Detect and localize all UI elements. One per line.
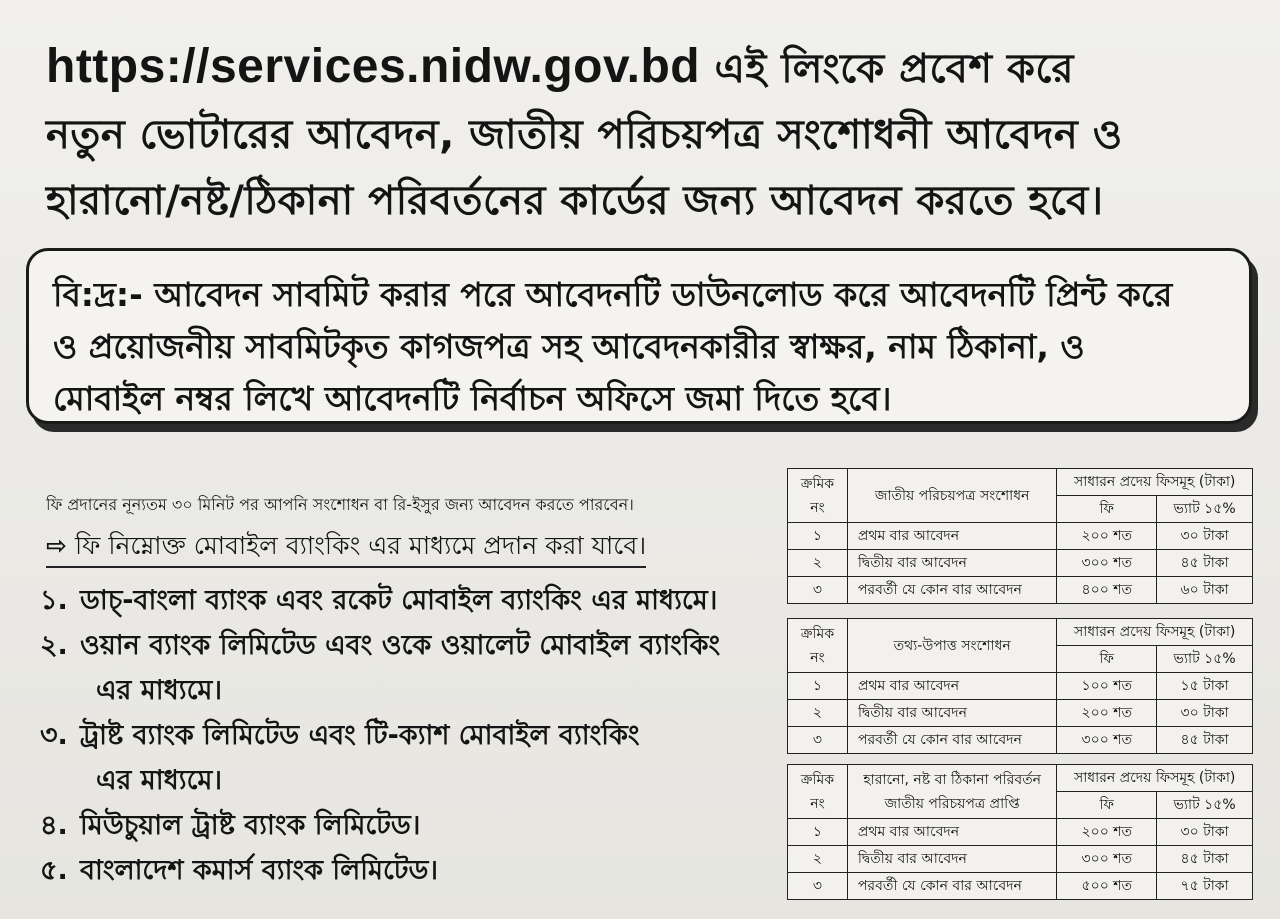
bank-item-number: ১. <box>40 585 68 616</box>
description-cell: পরবর্তী যে কোন বার আবেদন <box>847 727 1056 754</box>
serial-cell: ২ <box>788 700 848 727</box>
table-row <box>788 673 1253 700</box>
description-cell: দ্বিতীয় বার আবেদন <box>847 700 1056 727</box>
vat-column-header: ভ্যাট ১৫% <box>1157 646 1253 673</box>
fee-cell: ৩০০ শত <box>1057 550 1157 577</box>
table-header-row <box>788 469 1253 496</box>
fee-cell: ২০০ শত <box>1057 819 1157 846</box>
bank-item-text: ওয়ান ব্যাংক লিমিটেড এবং ওকে ওয়ালেট মোবাইল ব্যাংকিং <box>80 630 721 661</box>
nid-correction-fee-table <box>787 468 1253 604</box>
header-line-1-text: এই লিংকে প্রবেশ করে <box>714 46 1075 92</box>
fees-header: সাধারন প্রদেয় ফিসমূহ (টাকা) <box>1057 469 1253 496</box>
vat-column-header: ভ্যাট ১৫% <box>1157 792 1253 819</box>
vat-cell: ৩০ টাকা <box>1157 700 1253 727</box>
bank-list-item <box>40 713 770 803</box>
serial-header: ক্রমিক নং <box>788 469 848 523</box>
fee-cell: ২০০ শত <box>1057 523 1157 550</box>
description-cell: পরবর্তী যে কোন বার আবেদন <box>847 577 1056 604</box>
table-title: হারানো, নষ্ট বা ঠিকানা পরিবর্তন জাতীয় পরিচয়পত্র প্রাপ্তি <box>847 765 1056 819</box>
description-cell: পরবর্তী যে কোন বার আবেদন <box>847 873 1056 900</box>
bank-list-item <box>40 578 770 623</box>
vat-cell: ৪৫ টাকা <box>1157 727 1253 754</box>
serial-cell: ১ <box>788 523 848 550</box>
description-cell: প্রথম বার আবেদন <box>847 819 1056 846</box>
table-row <box>788 846 1253 873</box>
bank-item-number: ৪. <box>40 810 68 841</box>
serial-cell: ১ <box>788 819 848 846</box>
bank-list-item <box>40 848 770 893</box>
fee-payment-heading-text: ফি নিম্নোক্ত মোবাইল ব্যাংকিং এর মাধ্যমে প্রদান করা যাবে। <box>74 531 647 560</box>
vat-cell: ৭৫ টাকা <box>1157 873 1253 900</box>
serial-header: ক্রমিক নং <box>788 619 848 673</box>
description-cell: প্রথম বার আবেদন <box>847 673 1056 700</box>
table-row <box>788 873 1253 900</box>
table-row <box>788 523 1253 550</box>
table-row <box>788 550 1253 577</box>
description-cell: দ্বিতীয় বার আবেদন <box>847 550 1056 577</box>
table-row <box>788 819 1253 846</box>
vat-cell: ৪৫ টাকা <box>1157 550 1253 577</box>
fee-cell: ৪০০ শত <box>1057 577 1157 604</box>
vat-column-header: ভ্যাট ১৫% <box>1157 496 1253 523</box>
table-row <box>788 700 1253 727</box>
instruction-header <box>46 34 1246 234</box>
important-note-box <box>26 248 1252 424</box>
table-title: তথ্য-উপাত্ত সংশোধন <box>847 619 1056 673</box>
vat-cell: ৬০ টাকা <box>1157 577 1253 604</box>
lost-card-fee-table <box>787 764 1253 900</box>
note-line-1: বি:দ্র:- আবেদন সাবমিট করার পরে আবেদনটি ডাউনলোড করে আবেদনটি প্রিন্ট করে <box>53 275 1173 314</box>
fee-cell: ৫০০ শত <box>1057 873 1157 900</box>
bank-item-number: ৩. <box>40 720 68 751</box>
description-cell: দ্বিতীয় বার আবেদন <box>847 846 1056 873</box>
fee-column-header: ফি <box>1057 646 1157 673</box>
bank-item-text: ডাচ্-বাংলা ব্যাংক এবং রকেট মোবাইল ব্যাংকিং এর মাধ্যমে। <box>80 585 718 616</box>
table-title: জাতীয় পরিচয়পত্র সংশোধন <box>847 469 1056 523</box>
bank-item-text: ট্রাষ্ট ব্যাংক লিমিটেড এবং টি-ক্যাশ মোবাইল ব্যাংকিং <box>80 720 640 751</box>
vat-cell: ৩০ টাকা <box>1157 523 1253 550</box>
header-line-3: হারানো/নষ্ট/ঠিকানা পরিবর্তনের কার্ডের জন্য আবেদন করতে হবে। <box>46 178 1104 224</box>
note-line-2: ও প্রয়োজনীয় সাবমিটকৃত কাগজপত্র সহ আবেদনকারীর স্বাক্ষর, নাম ঠিকানা, ও <box>53 327 1085 366</box>
serial-cell: ৩ <box>788 873 848 900</box>
data-correction-fee-table <box>787 618 1253 754</box>
service-url-link[interactable]: https://services.nidw.gov.bd <box>46 40 701 93</box>
fee-cell: ২০০ শত <box>1057 700 1157 727</box>
bank-item-number: ৫. <box>40 855 68 886</box>
fee-column-header: ফি <box>1057 496 1157 523</box>
bank-list-item <box>40 623 770 713</box>
header-line-2: নতুন ভোটারের আবেদন, জাতীয় পরিচয়পত্র সংশোধনী আবেদন ও <box>46 112 1123 158</box>
serial-header: ক্রমিক নং <box>788 765 848 819</box>
arrow-right-icon: ⇨ <box>46 531 67 560</box>
fees-header: সাধারন প্রদেয় ফিসমূহ (টাকা) <box>1057 619 1253 646</box>
serial-cell: ২ <box>788 846 848 873</box>
fee-cell: ১০০ শত <box>1057 673 1157 700</box>
serial-cell: ২ <box>788 550 848 577</box>
bank-item-text: বাংলাদেশ কমার্স ব্যাংক লিমিটেড। <box>80 855 439 886</box>
table-row <box>788 577 1253 604</box>
table-header-row <box>788 765 1253 792</box>
serial-cell: ১ <box>788 673 848 700</box>
vat-cell: ১৫ টাকা <box>1157 673 1253 700</box>
header-line-1 <box>46 34 1246 102</box>
description-cell: প্রথম বার আবেদন <box>847 523 1056 550</box>
fees-header: সাধারন প্রদেয় ফিসমূহ (টাকা) <box>1057 765 1253 792</box>
serial-cell: ৩ <box>788 577 848 604</box>
vat-cell: ৪৫ টাকা <box>1157 846 1253 873</box>
fee-column-header: ফি <box>1057 792 1157 819</box>
mobile-banking-list <box>40 578 770 893</box>
fee-payment-heading <box>46 528 646 568</box>
vat-cell: ৩০ টাকা <box>1157 819 1253 846</box>
note-line-3: মোবাইল নম্বর লিখে আবেদনটি নির্বাচন অফিসে জমা দিতে হবে। <box>53 379 892 418</box>
table-row <box>788 727 1253 754</box>
bank-item-text: মিউচুয়াল ট্রাষ্ট ব্যাংক লিমিটেড। <box>80 810 421 841</box>
bank-item-continuation: এর মাধ্যমে। <box>96 675 223 706</box>
bank-list-item <box>40 803 770 848</box>
serial-cell: ৩ <box>788 727 848 754</box>
fee-cell: ৩০০ শত <box>1057 846 1157 873</box>
fee-cell: ৩০০ শত <box>1057 727 1157 754</box>
fee-wait-notice: ফি প্রদানের নূন্যতম ৩০ মিনিট পর আপনি সংশোধন বা রি-ইসুর জন্য আবেদন করতে পারবেন। <box>46 495 634 514</box>
table-header-row <box>788 619 1253 646</box>
bank-item-continuation: এর মাধ্যমে। <box>96 765 223 796</box>
bank-item-number: ২. <box>40 630 68 661</box>
